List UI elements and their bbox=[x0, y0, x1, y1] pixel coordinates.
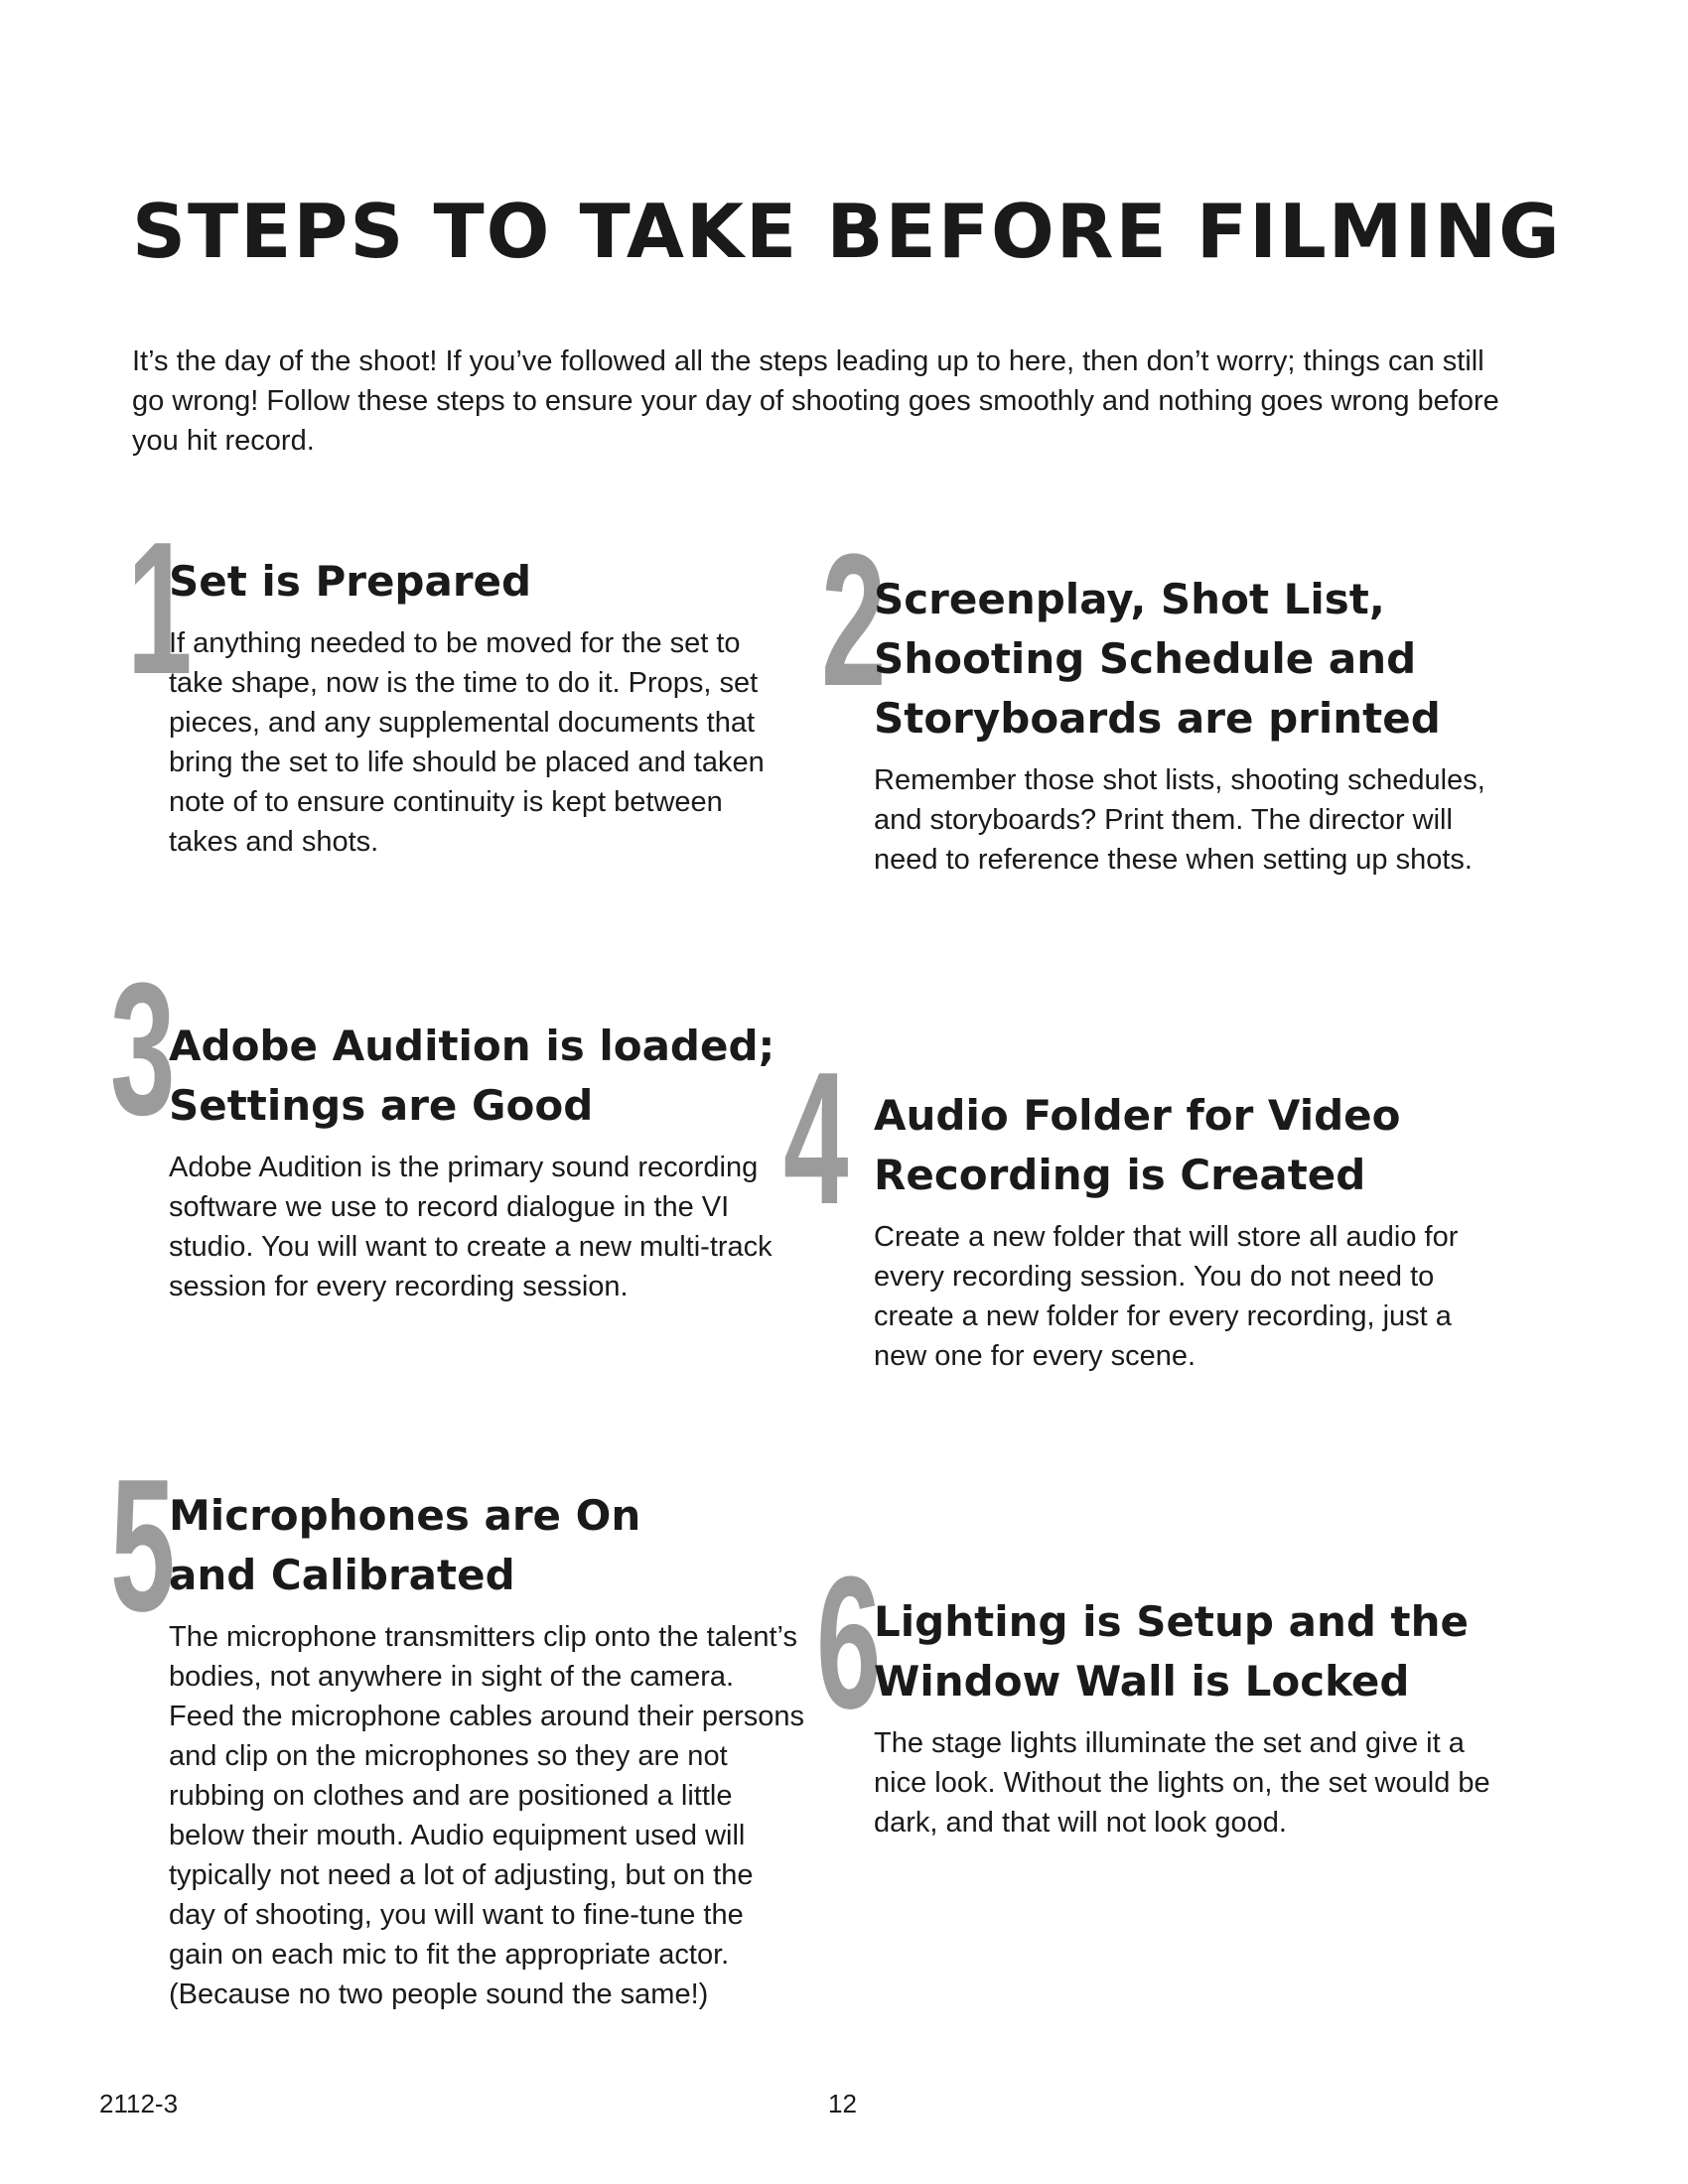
step-body: Remember those shot lists, shooting schedules, and storyboards? Print them. The director will need to reference these when setting up shots. bbox=[874, 764, 1485, 876]
step-number: 2 bbox=[821, 515, 887, 726]
step-body: Create a new folder that will store all audio for every recording session. You do not need to create a new folder for every recording, just a new one for every scene. bbox=[874, 1221, 1459, 1372]
step-heading: Screenplay, Shot List, Shooting Schedule and Storyboards are printed bbox=[874, 575, 1441, 743]
step-body: The microphone transmitters clip onto the talent’s bodies, not anywhere in sight of the camera. Feed the microphone cables around their persons and clip on the microphones so they are not rubbing on clothes and are positioned a little below their mouth. Audio equipment used will typically not need a lot of adjusting, but on the day of shooting, you will want to fine-tune the gain on each mic to fit the appropriate actor. (Because no two people sound the same!) bbox=[169, 1621, 804, 2010]
step-heading: Microphones are On and Calibrated bbox=[169, 1491, 641, 1599]
step-number: 5 bbox=[110, 1440, 176, 1651]
intro-paragraph: It’s the day of the shoot! If you’ve followed all the steps leading up to here, then don’t worry; things can still go wrong! Follow these steps to ensure your day of shooting goes smoothly and nothing goes wrong before you hit record. bbox=[132, 345, 1499, 457]
page-number: 12 bbox=[828, 2089, 857, 2118]
step-number: 1 bbox=[127, 503, 193, 714]
step-number: 4 bbox=[783, 1033, 849, 1244]
step-body: If anything needed to be moved for the set to take shape, now is the time to do it. Props, set pieces, and any supplemental documents that bring the set to life should be placed and taken note of to ensure continuity is kept between takes and shots. bbox=[169, 627, 765, 858]
step-body: Adobe Audition is the primary sound recording software we use to record dialogue in the VI studio. You will want to create a new multi-track session for every recording session. bbox=[169, 1152, 773, 1302]
step-body: The stage lights illuminate the set and give it a nice look. Without the lights on, the set would be dark, and that will not look good. bbox=[874, 1727, 1490, 1839]
page-title: STEPS TO TAKE BEFORE FILMING bbox=[132, 188, 1562, 275]
step-heading: Adobe Audition is loaded; Settings are Good bbox=[169, 1022, 775, 1130]
step-number: 6 bbox=[816, 1538, 882, 1748]
document-code: 2112-3 bbox=[99, 2089, 179, 2118]
step-heading: Lighting is Setup and the Window Wall is Locked bbox=[874, 1597, 1469, 1706]
step-number: 3 bbox=[110, 944, 176, 1155]
step-heading: Audio Folder for Video Recording is Created bbox=[874, 1091, 1401, 1199]
step-heading: Set is Prepared bbox=[169, 557, 532, 606]
